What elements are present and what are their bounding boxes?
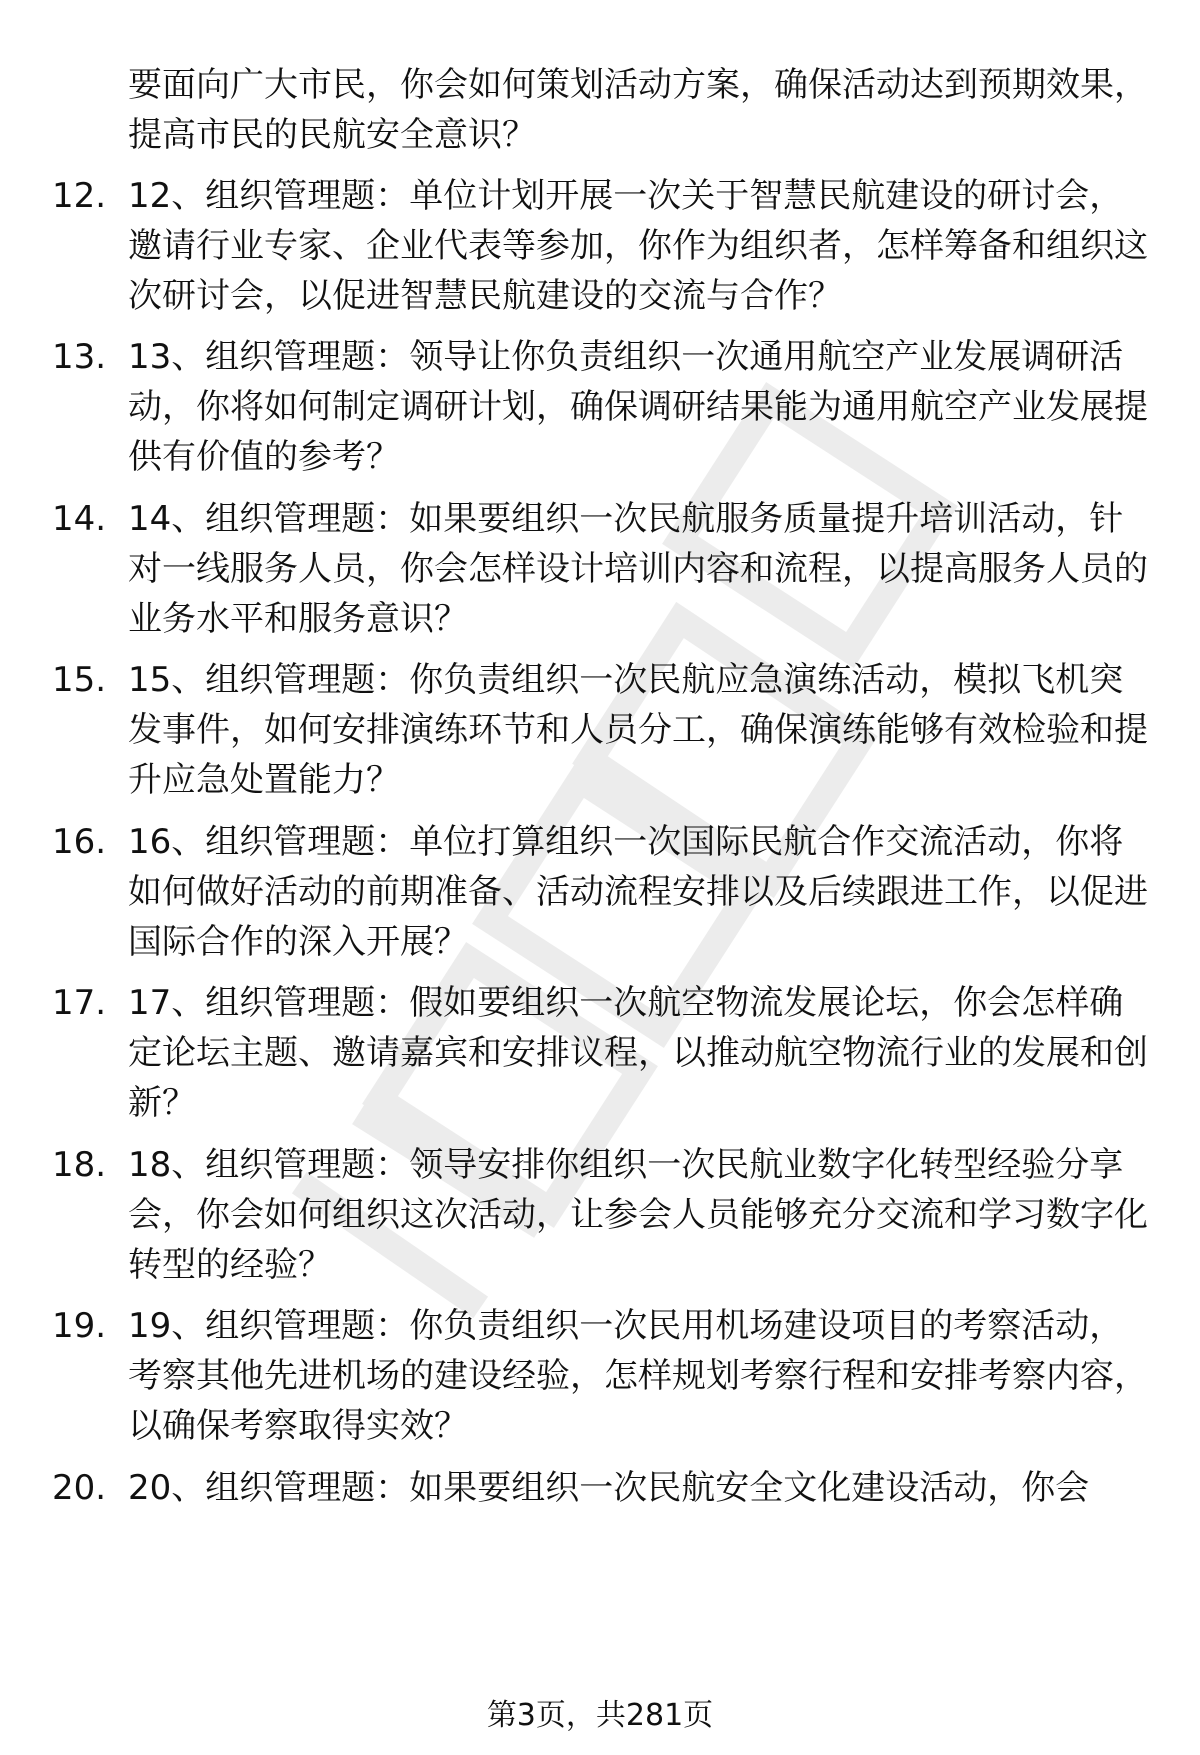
list-item-number: 14.	[52, 499, 107, 539]
list-item-number: 19.	[52, 1306, 107, 1346]
list-item-text: 19、组织管理题：你负责组织一次民用机场建设项目的考察活动，考察其他先进机场的建设经验，怎样规划考察行程和安排考察内容，以确保考察取得实效？	[128, 1306, 1148, 1446]
list-item-number: 15.	[52, 660, 107, 700]
continued-question-text: 要面向广大市民，你会如何策划活动方案，确保活动达到预期效果，提高市民的民航安全意识？	[128, 65, 1148, 155]
list-item-text: 20、组织管理题：如果要组织一次民航安全文化建设活动，你会	[128, 1468, 1090, 1508]
list-item-number: 12.	[52, 176, 107, 216]
list-item-number: 17.	[52, 983, 107, 1023]
list-item-text: 13、组织管理题：领导让你负责组织一次通用航空产业发展调研活动，你将如何制定调研计划，确保调研结果能为通用航空产业发展提供有价值的参考？	[128, 337, 1148, 477]
list-item-text: 14、组织管理题：如果要组织一次民航服务质量提升培训活动，针对一线服务人员，你会怎样设计培训内容和流程，以提高服务人员的业务水平和服务意识？	[128, 499, 1148, 639]
list-item-number: 13.	[52, 337, 107, 377]
list-item-number: 18.	[52, 1145, 107, 1185]
list-item-text: 12、组织管理题：单位计划开展一次关于智慧民航建设的研讨会，邀请行业专家、企业代表等参加，你作为组织者，怎样筹备和组织这次研讨会，以促进智慧民航建设的交流与合作？	[128, 176, 1148, 316]
list-item-text: 15、组织管理题：你负责组织一次民航应急演练活动，模拟飞机突发事件，如何安排演练环节和人员分工，确保演练能够有效检验和提升应急处置能力？	[128, 660, 1148, 800]
list-item-number: 20.	[52, 1468, 107, 1508]
list-item-number: 16.	[52, 822, 107, 862]
page-footer: 第3页，共281页	[486, 1698, 714, 1733]
list-item-text: 18、组织管理题：领导安排你组织一次民航业数字化转型经验分享会，你会如何组织这次活动，让参会人员能够充分交流和学习数字化转型的经验？	[128, 1145, 1148, 1285]
list-item-text: 16、组织管理题：单位打算组织一次国际民航合作交流活动，你将如何做好活动的前期准备、活动流程安排以及后续跟进工作，以促进国际合作的深入开展？	[128, 822, 1148, 962]
list-item-text: 17、组织管理题：假如要组织一次航空物流发展论坛，你会怎样确定论坛主题、邀请嘉宾和安排议程，以推动航空物流行业的发展和创新？	[128, 983, 1148, 1123]
